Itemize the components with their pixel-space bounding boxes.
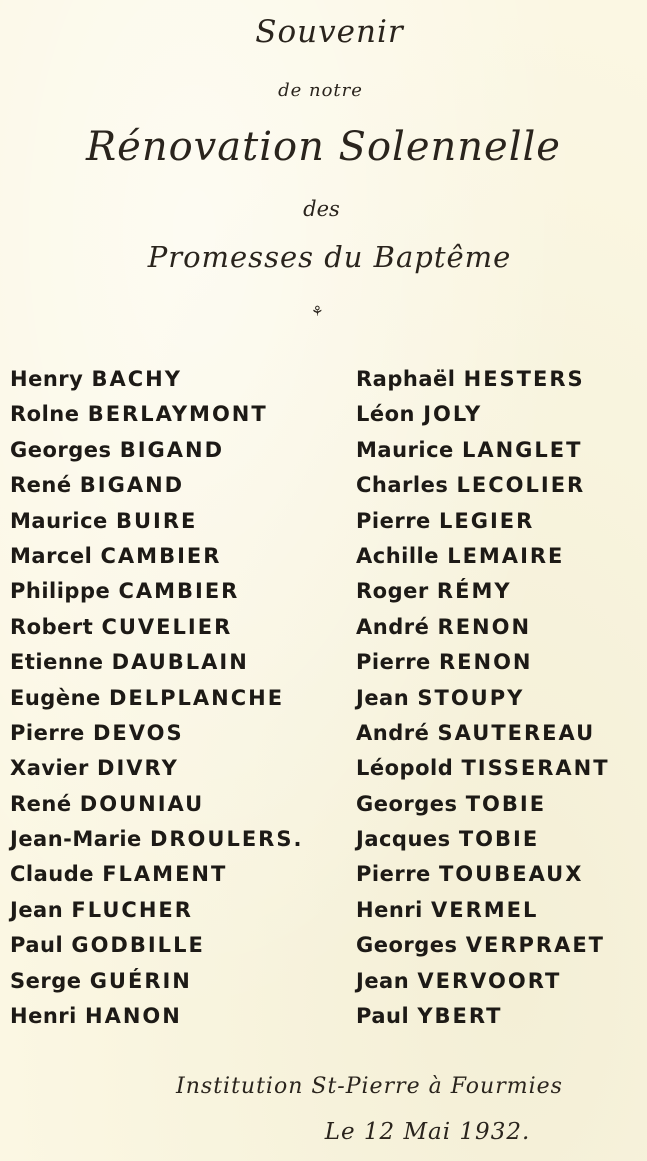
first-name: Léon bbox=[356, 402, 416, 427]
last-name: CUVELIER bbox=[101, 614, 233, 639]
name-row bbox=[356, 964, 610, 999]
name-row bbox=[10, 681, 303, 716]
last-name: FLUCHER bbox=[71, 897, 193, 922]
name-row bbox=[10, 504, 303, 539]
heading-promesses-du-bapteme: Promesses du Baptême bbox=[147, 240, 512, 274]
first-name: Jean-Marie bbox=[10, 827, 142, 852]
last-name: LANGLET bbox=[461, 437, 583, 462]
first-name: Henri bbox=[10, 1004, 77, 1029]
first-name: Robert bbox=[10, 614, 94, 639]
name-row bbox=[356, 504, 610, 539]
name-row bbox=[356, 751, 610, 786]
first-name: Etienne bbox=[10, 650, 104, 675]
name-row bbox=[10, 822, 303, 857]
last-name: RENON bbox=[438, 650, 533, 675]
first-name: Henry bbox=[10, 367, 84, 391]
name-row bbox=[10, 539, 303, 574]
first-name: Georges bbox=[356, 933, 458, 958]
first-name: Serge bbox=[10, 968, 82, 993]
name-row bbox=[356, 787, 610, 822]
last-name: VERVOORT bbox=[417, 968, 562, 993]
name-row bbox=[356, 716, 610, 751]
first-name: Pierre bbox=[10, 720, 85, 745]
first-name: Raphaël bbox=[356, 367, 456, 391]
first-name: Charles bbox=[356, 473, 449, 498]
last-name: TISSERANT bbox=[461, 756, 610, 781]
name-row bbox=[10, 928, 303, 963]
name-row bbox=[10, 610, 303, 645]
name-row bbox=[10, 433, 303, 468]
name-row bbox=[10, 999, 303, 1034]
name-row bbox=[356, 999, 610, 1034]
first-name: Jean bbox=[356, 685, 410, 710]
name-row bbox=[356, 574, 610, 609]
last-name: TOUBEAUX bbox=[438, 862, 584, 887]
name-row bbox=[10, 893, 303, 928]
name-row bbox=[10, 787, 303, 822]
first-name: Henri bbox=[356, 897, 423, 922]
last-name: GUÉRIN bbox=[89, 968, 192, 993]
heading-renovation-solennelle: Rénovation Solennelle bbox=[86, 124, 561, 170]
first-name: Roger bbox=[356, 579, 429, 604]
first-name: Claude bbox=[10, 862, 95, 887]
first-name: Xavier bbox=[10, 756, 89, 781]
last-name: VERMEL bbox=[431, 897, 539, 922]
last-name: DIVRY bbox=[97, 756, 179, 781]
last-name: HESTERS bbox=[463, 367, 585, 391]
last-name: RÉMY bbox=[436, 579, 512, 604]
last-name: GODBILLE bbox=[71, 933, 205, 958]
name-row bbox=[10, 574, 303, 609]
footer-institution: Institution St-Pierre à Fourmies bbox=[176, 1074, 563, 1099]
name-row bbox=[10, 857, 303, 892]
last-name: JOLY bbox=[423, 402, 483, 427]
heading-des: des bbox=[303, 197, 340, 221]
first-name: Maurice bbox=[10, 508, 108, 533]
last-name: BIGAND bbox=[119, 437, 225, 462]
first-name: Philippe bbox=[10, 579, 111, 604]
name-row bbox=[356, 397, 610, 432]
first-name: Maurice bbox=[356, 437, 454, 462]
last-name: BERLAYMONT bbox=[87, 402, 268, 427]
last-name: CAMBIER bbox=[118, 579, 240, 604]
name-row bbox=[356, 539, 610, 574]
heading-souvenir: Souvenir bbox=[255, 14, 404, 50]
name-row bbox=[356, 857, 610, 892]
last-name: HANON bbox=[85, 1004, 182, 1029]
last-name: BUIRE bbox=[115, 508, 198, 533]
names-right-column bbox=[356, 362, 610, 1034]
first-name: René bbox=[10, 473, 72, 498]
last-name: SAUTEREAU bbox=[437, 720, 596, 745]
last-name: DOUNIAU bbox=[79, 791, 205, 816]
last-name: FLAMENT bbox=[102, 862, 228, 887]
last-name: BACHY bbox=[91, 367, 182, 391]
last-name: LECOLIER bbox=[456, 473, 586, 498]
first-name: Pierre bbox=[356, 862, 431, 887]
last-name: CAMBIER bbox=[100, 543, 222, 568]
name-row bbox=[356, 433, 610, 468]
name-row bbox=[10, 645, 303, 680]
first-name: Rolne bbox=[10, 402, 80, 427]
last-name: DEVOS bbox=[92, 720, 184, 745]
names-left-column bbox=[10, 362, 303, 1034]
last-name: STOUPY bbox=[417, 685, 525, 710]
first-name: Jean bbox=[10, 897, 64, 922]
first-name: Eugène bbox=[10, 685, 101, 710]
heading-de-notre: de notre bbox=[278, 80, 363, 101]
name-row bbox=[10, 751, 303, 786]
name-row bbox=[10, 468, 303, 503]
last-name: YBERT bbox=[417, 1004, 503, 1029]
last-name: VERPRAET bbox=[465, 933, 605, 958]
last-name: LEMAIRE bbox=[447, 543, 565, 568]
name-row bbox=[356, 610, 610, 645]
first-name: Achille bbox=[356, 543, 439, 568]
name-row bbox=[356, 362, 610, 397]
footer-date: Le 12 Mai 1932. bbox=[324, 1119, 531, 1145]
name-row bbox=[356, 468, 610, 503]
first-name: Jacques bbox=[356, 827, 451, 852]
last-name: TOBIE bbox=[465, 791, 547, 816]
name-row bbox=[356, 893, 610, 928]
name-row bbox=[10, 362, 303, 397]
last-name: BIGAND bbox=[79, 473, 185, 498]
name-row bbox=[356, 645, 610, 680]
last-name: DROULERS. bbox=[149, 827, 304, 852]
name-row bbox=[10, 716, 303, 751]
first-name: Léopold bbox=[356, 756, 454, 781]
last-name: RENON bbox=[437, 614, 532, 639]
first-name: Paul bbox=[356, 1004, 410, 1029]
fleuron-ornament-icon: ⚘ bbox=[311, 304, 324, 320]
first-name: Georges bbox=[356, 791, 458, 816]
first-name: René bbox=[10, 791, 72, 816]
name-row bbox=[10, 397, 303, 432]
first-name: André bbox=[356, 614, 430, 639]
last-name: LEGIER bbox=[438, 508, 535, 533]
first-name: Jean bbox=[356, 968, 410, 993]
first-name: Marcel bbox=[10, 543, 93, 568]
last-name: TOBIE bbox=[458, 827, 540, 852]
first-name: André bbox=[356, 720, 430, 745]
name-row bbox=[356, 681, 610, 716]
last-name: DELPLANCHE bbox=[108, 685, 285, 710]
first-name: Paul bbox=[10, 933, 64, 958]
name-row bbox=[356, 928, 610, 963]
first-name: Georges bbox=[10, 437, 112, 462]
name-row bbox=[356, 822, 610, 857]
last-name: DAUBLAIN bbox=[111, 650, 249, 675]
first-name: Pierre bbox=[356, 508, 431, 533]
name-row bbox=[10, 964, 303, 999]
first-name: Pierre bbox=[356, 650, 431, 675]
